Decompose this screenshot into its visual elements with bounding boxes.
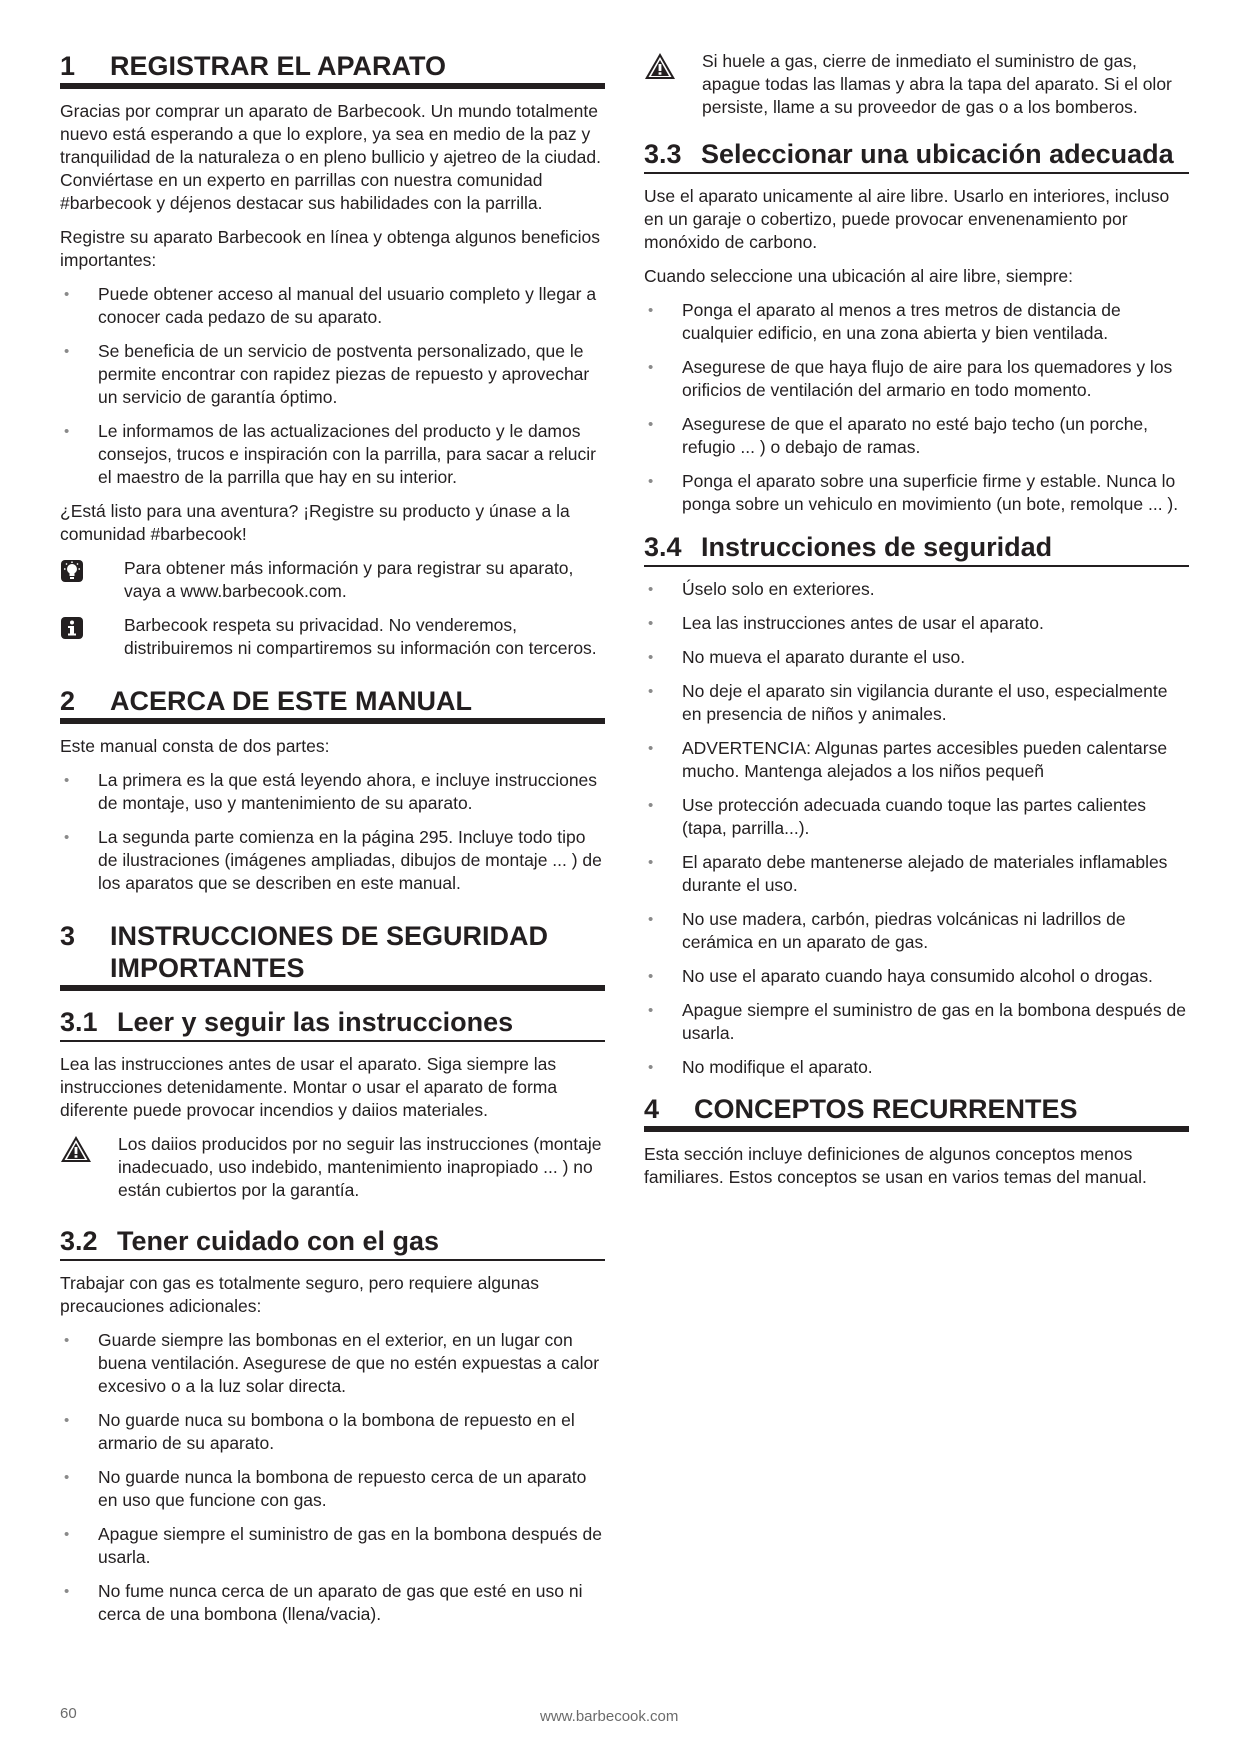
bullet-icon: • [648,302,654,319]
list-item: • Guarde siempre las bombonas en el exterior, en un lugar con buena ventilación. Asegurese de que no estén expuestas a calor excesivo o a la luz solar directa. [64,1330,600,1396]
section-2-heading [60,685,605,724]
section-title: Leer y seguir las instrucciones [117,1007,514,1037]
list-item: • ADVERTENCIA: Algunas partes accesibles pueden calentarse mucho. Mantenga alejados a los niños pequeñ [648,738,1168,781]
section-title: ACERCA DE ESTE MANUAL [110,686,473,716]
section-title: REGISTRAR EL APARATO [110,51,447,81]
list-item: • Se beneficia de un servicio de postventa personalizado, que le permite encontrar con rapidez piezas de repuesto y aprovechar un servicio de garantía óptimo. [64,341,590,407]
list-item: • No fume nunca cerca de un aparato de gas que esté en uso ni cerca de una bombona (llena/vacia). [64,1581,583,1624]
section-4-heading [644,1093,1189,1132]
right-column [644,50,1189,1200]
bullet-icon: • [648,649,654,666]
bullet-icon: • [648,359,654,376]
bullet-icon: • [64,286,70,303]
list-item: • Use protección adecuada cuando toque las partes calientes (tapa, parrilla...). [648,795,1147,838]
bullet-icon: • [648,911,654,928]
bullet-icon: • [648,968,654,985]
page-number: 60 [60,1705,77,1722]
paragraph: ¿Está listo para una aventura? ¡Registre su producto y únase a la comunidad #barbecook! [60,501,570,544]
paragraph: Gracias por comprar un aparato de Barbecook. Un mundo totalmente nuevo está esperando a que lo explore, ya sea en medio de la paz y tranquilidad de la naturaleza o en pleno bullicio y ajetreo de la ciudad. Conviértase en un experto en parrillas con nuestra comunidad #barbecook y déjenos destacar sus habilidades con la parrilla. [60,101,601,213]
note-text: Si huele a gas, cierre de inmediato el suministro de gas, apague todas las llamas y abra la tapa del aparato. Si el olor persiste, llame a su proveedor de gas o a los bomberos. [702,51,1172,117]
list-item: • Asegurese de que haya flujo de aire para los quemadores y los orificios de ventilación del armario en todo momento. [648,357,1173,400]
list-item: • Úselo solo en exteriores. [648,579,875,599]
section-title: Instrucciones de seguridad [701,532,1053,562]
list-item: • El aparato debe mantenerse alejado de materiales inflamables durante el uso. [648,852,1168,895]
section-3-3-heading [644,137,1189,174]
bullet-icon: • [648,1002,654,1019]
section-number: 3.2 [60,1226,98,1256]
section-3-1-heading [60,1005,605,1042]
warning-icon [60,1133,118,1168]
note-text: Barbecook respeta su privacidad. No venderemos, distribuiremos ni compartiremos su información con terceros. [124,615,597,658]
section-title: Seleccionar una ubicación adecuada [701,139,1174,169]
bullet-icon: • [648,797,654,814]
bullet-icon: • [648,416,654,433]
note-text: Los daiios producidos por no seguir las instrucciones (montaje inadecuado, uso indebido, mantenimiento inapropiado ... ) no están cubiertos por la garantía. [118,1134,602,1200]
list-item: • La primera es la que está leyendo ahora, e incluye instrucciones de montaje, uso y mantenimiento de su aparato. [64,770,598,813]
list-item: • Apague siempre el suministro de gas en la bombona después de usarla. [64,1524,602,1567]
bullet-icon: • [64,423,70,440]
section-number: 3.3 [644,139,682,169]
list-item: • Le informamos de las actualizaciones del producto y le damos consejos, trucos e inspiración con la parrilla, para sacar a relucir el maestro de la parrilla que hay en su interior. [64,421,597,487]
bullet-icon: • [64,343,70,360]
left-column [60,50,605,1637]
section-title: CONCEPTOS RECURRENTES [694,1094,1078,1124]
list-item: • No use madera, carbón, piedras volcánicas ni ladrillos de cerámica en un aparato de gas. [648,909,1126,952]
section-3-2-heading [60,1224,605,1261]
bullet-list [644,578,1189,1079]
paragraph: Use el aparato unicamente al aire libre. Usarlo en interiores, incluso en un garaje o cobertizo, puede provocar envenenamiento por monóxido de carbono. [644,186,1170,252]
section-3-heading [60,920,605,991]
bullet-icon: • [648,615,654,632]
bullet-icon: • [648,473,654,490]
info-icon [60,614,124,645]
info-note [60,614,605,660]
section-number: 3 [60,921,76,951]
section-title: Tener cuidado con el gas [117,1226,440,1256]
bullet-icon: • [648,740,654,757]
list-item: • No deje el aparato sin vigilancia durante el uso, especialmente en presencia de niños y animales. [648,681,1168,724]
section-1-heading [60,50,605,89]
list-item: • Apague siempre el suministro de gas en la bombona después de usarla. [648,1000,1186,1043]
bullet-icon: • [64,829,70,846]
paragraph: Trabajar con gas es totalmente seguro, pero requiere algunas precauciones adicionales: [60,1273,539,1316]
section-number: 2 [60,686,76,716]
paragraph: Registre su aparato Barbecook en línea y obtenga algunos beneficios importantes: [60,227,600,270]
bullet-icon: • [64,1412,70,1429]
list-item: • No use el aparato cuando haya consumido alcohol o drogas. [648,966,1153,986]
tip-note [60,557,605,603]
section-number: 4 [644,1094,660,1124]
section-title: INSTRUCCIONES DE SEGURIDAD IMPORTANTES [110,921,549,983]
lightbulb-icon [60,557,124,588]
bullet-icon: • [64,1332,70,1349]
footer-url: www.barbecook.com [540,1708,679,1725]
bullet-list [60,283,605,489]
section-number: 3.4 [644,532,682,562]
paragraph: Cuando seleccione una ubicación al aire libre, siempre: [644,266,1073,286]
paragraph: Lea las instrucciones antes de usar el aparato. Siga siempre las instrucciones detenidamente. Montar o usar el aparato de forma diferente puede provocar incendios y daiios materiales. [60,1054,558,1120]
list-item: • Asegurese de que el aparato no esté bajo techo (un porche, refugio ... ) o debajo de ramas. [648,414,1149,457]
bullet-list [60,769,605,895]
section-3-4-heading [644,530,1189,567]
list-item: • Lea las instrucciones antes de usar el aparato. [648,613,1044,633]
bullet-icon: • [648,1059,654,1076]
note-text: Para obtener más información y para registrar su aparato, vaya a www.barbecook.com. [124,558,574,601]
section-number: 1 [60,51,76,81]
list-item: • La segunda parte comienza en la página 295. Incluye todo tipo de ilustraciones (imágenes ampliadas, dibujos de montaje ... ) de los aparatos que se describen en este manual. [64,827,602,893]
list-item: • Ponga el aparato al menos a tres metros de distancia de cualquier edificio, en una zona abierta y bien ventilada. [648,300,1121,343]
list-item: • No mueva el aparato durante el uso. [648,647,966,667]
paragraph: Este manual consta de dos partes: [60,736,330,756]
warning-icon [644,50,702,85]
bullet-icon: • [64,1583,70,1600]
list-item: • No guarde nuca su bombona o la bombona de repuesto en el armario de su aparato. [64,1410,575,1453]
bullet-icon: • [648,683,654,700]
bullet-icon: • [64,772,70,789]
section-number: 3.1 [60,1007,98,1037]
bullet-list [60,1329,605,1626]
list-item: • No modifique el aparato. [648,1057,873,1077]
bullet-icon: • [64,1469,70,1486]
bullet-icon: • [648,854,654,871]
gas-warning-note [644,50,1189,119]
bullet-icon: • [64,1526,70,1543]
bullet-icon: • [648,581,654,598]
paragraph: Esta sección incluye definiciones de algunos conceptos menos familiares. Estos conceptos se usan en varios temas del manual. [644,1144,1147,1187]
bullet-list [644,299,1189,516]
list-item: • Ponga el aparato sobre una superficie firme y estable. Nunca lo ponga sobre un vehiculo en movimiento (un bote, remolque ... ). [648,471,1179,514]
list-item: • No guarde nunca la bombona de repuesto cerca de un aparato en uso que funcione con gas. [64,1467,587,1510]
warning-note [60,1133,605,1202]
list-item: • Puede obtener acceso al manual del usuario completo y llegar a conocer cada pedazo de su aparato. [64,284,597,327]
